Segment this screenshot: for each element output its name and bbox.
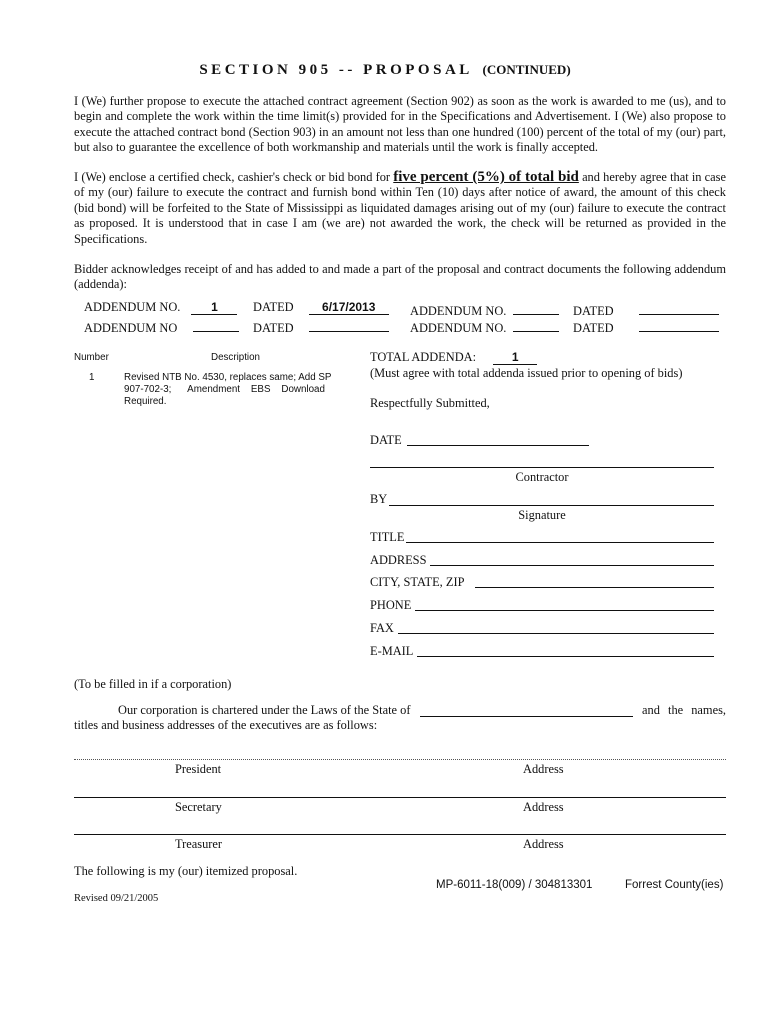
address-label: ADDRESS bbox=[370, 553, 427, 567]
treasurer-field[interactable] bbox=[74, 834, 726, 835]
treasurer-address-label: Address bbox=[523, 837, 564, 851]
proposal-paragraph-1: I (We) further propose to execute the attached contract agreement (Section 902) as soon as the work is awarded to me (us), and to begin and complete the work within the time limit(s) provided for in the Specifications and Advertisement. I (We) also propose to execute the attached contract bond (Section 903) in an amount not less than one hundred (100) percent of the total of my (our) part, but also to guarantee the excellence of both workmanship and materials until the work is finally accepted. bbox=[74, 94, 726, 155]
president-label: President bbox=[175, 762, 222, 776]
description-line-3: Required. bbox=[124, 396, 167, 407]
project-number: MP-6011-18(009) / 304813301 bbox=[436, 879, 593, 891]
addendum-row-2-right-date bbox=[573, 317, 719, 336]
revised-date: Revised 09/21/2005 bbox=[74, 893, 159, 904]
county-label: Forrest County(ies) bbox=[625, 879, 724, 891]
email-label: E-MAIL bbox=[370, 644, 414, 658]
contractor-field[interactable] bbox=[370, 467, 714, 468]
description-column-header: Description bbox=[211, 352, 261, 363]
secretary-label: Secretary bbox=[175, 800, 222, 814]
addendum-date-field[interactable] bbox=[639, 317, 719, 332]
president-address-label: Address bbox=[523, 762, 564, 776]
dated-label: DATED bbox=[573, 321, 614, 335]
dated-label: DATED bbox=[253, 321, 294, 335]
respectfully-submitted: Respectfully Submitted, bbox=[370, 396, 490, 410]
addendum-number-field[interactable] bbox=[193, 317, 239, 332]
addendum-label: ADDENDUM NO bbox=[84, 321, 178, 335]
itemized-proposal-text: The following is my (our) itemized proposal. bbox=[74, 864, 298, 878]
addendum-date-field[interactable] bbox=[639, 300, 719, 315]
addendum-label: ADDENDUM NO. bbox=[84, 300, 181, 314]
number-column-header: Number bbox=[74, 352, 109, 363]
bid-bond-amount: five percent (5%) of total bid bbox=[393, 169, 579, 185]
president-field[interactable] bbox=[74, 759, 726, 760]
addendum-date-field[interactable] bbox=[309, 317, 389, 332]
chartered-text-line2: titles and business addresses of the executives are as follows: bbox=[74, 718, 378, 732]
email-field[interactable] bbox=[417, 656, 714, 657]
addendum-row-2-left bbox=[84, 317, 239, 336]
fax-field[interactable] bbox=[398, 633, 714, 634]
dated-label: DATED bbox=[573, 304, 614, 318]
signature-caption: Signature bbox=[518, 508, 566, 522]
by-label: BY bbox=[370, 492, 388, 506]
addendum-row-2-date bbox=[253, 317, 389, 336]
continued-label: (CONTINUED) bbox=[482, 62, 571, 77]
proposal-paragraph-2 bbox=[74, 170, 726, 247]
total-addenda-note: (Must agree with total addenda issued prior to opening of bids) bbox=[370, 366, 683, 380]
bid-bond-text-start: I (We) enclose a certified check, cashier's check or bid bond for bbox=[74, 170, 391, 184]
corporation-heading: (To be filled in if a corporation) bbox=[74, 677, 232, 691]
city-state-zip-field[interactable] bbox=[475, 587, 714, 588]
address-field[interactable] bbox=[430, 565, 714, 566]
by-signature-field[interactable] bbox=[389, 505, 714, 506]
total-addenda bbox=[370, 350, 537, 365]
phone-field[interactable] bbox=[415, 610, 714, 611]
fax-label: FAX bbox=[370, 621, 394, 635]
bid-bond-text-rest: and hereby agree that in case of my (our) failure to execute the contract and furnish bond within Ten (10) days after notice of award, the amount of this check (bid bond) will be forfeited to the State of Mississippi as liquidated damages arising out of my (our) failure to execute the contract as proposed. It is understood that in case I am (we are) not awarded the work, the check will be returned as provided in the Specifications. bbox=[74, 170, 726, 246]
description-line-1: Revised NTB No. 4530, replaces same; Add SP bbox=[124, 372, 332, 383]
addendum-label: ADDENDUM NO. bbox=[410, 321, 507, 335]
chartered-text-start: Our corporation is chartered under the Laws of the State of bbox=[118, 703, 411, 717]
contractor-caption: Contractor bbox=[515, 470, 569, 484]
addendum-number-field[interactable] bbox=[513, 300, 559, 315]
addendum-row-1-date bbox=[253, 300, 389, 315]
description-line-2: 907-702-3; Amendment EBS Download bbox=[124, 384, 325, 395]
secretary-address-label: Address bbox=[523, 800, 564, 814]
addenda-acknowledgement: Bidder acknowledges receipt of and has added to and made a part of the proposal and contract documents the following addendum (addenda): bbox=[74, 262, 726, 292]
treasurer-label: Treasurer bbox=[175, 837, 223, 851]
section-title-text: SECTION 905 -- PROPOSAL bbox=[199, 62, 473, 78]
total-addenda-label: TOTAL ADDENDA: bbox=[370, 350, 477, 364]
title-label: TITLE bbox=[370, 530, 405, 544]
city-state-zip-label: CITY, STATE, ZIP bbox=[370, 575, 465, 589]
phone-label: PHONE bbox=[370, 598, 412, 612]
date-label: DATE bbox=[370, 433, 402, 447]
title-field[interactable] bbox=[406, 542, 714, 543]
chartered-text-end: and the names, bbox=[642, 703, 726, 717]
total-addenda-field[interactable]: 1 bbox=[493, 350, 537, 365]
date-field[interactable] bbox=[407, 445, 589, 446]
addendum-date-field[interactable]: 6/17/2013 bbox=[309, 300, 389, 315]
section-title bbox=[0, 62, 770, 79]
addendum-row-1-left bbox=[84, 300, 237, 315]
addendum-number-field[interactable] bbox=[513, 317, 559, 332]
addendum-row-number: 1 bbox=[89, 372, 95, 383]
addendum-row-description bbox=[124, 372, 346, 408]
addendum-number-field[interactable]: 1 bbox=[191, 300, 237, 315]
secretary-field[interactable] bbox=[74, 797, 726, 798]
dated-label: DATED bbox=[253, 300, 294, 314]
addendum-row-2-right bbox=[410, 317, 559, 336]
chartered-state-field[interactable] bbox=[420, 716, 633, 717]
addendum-label: ADDENDUM NO. bbox=[410, 304, 507, 318]
